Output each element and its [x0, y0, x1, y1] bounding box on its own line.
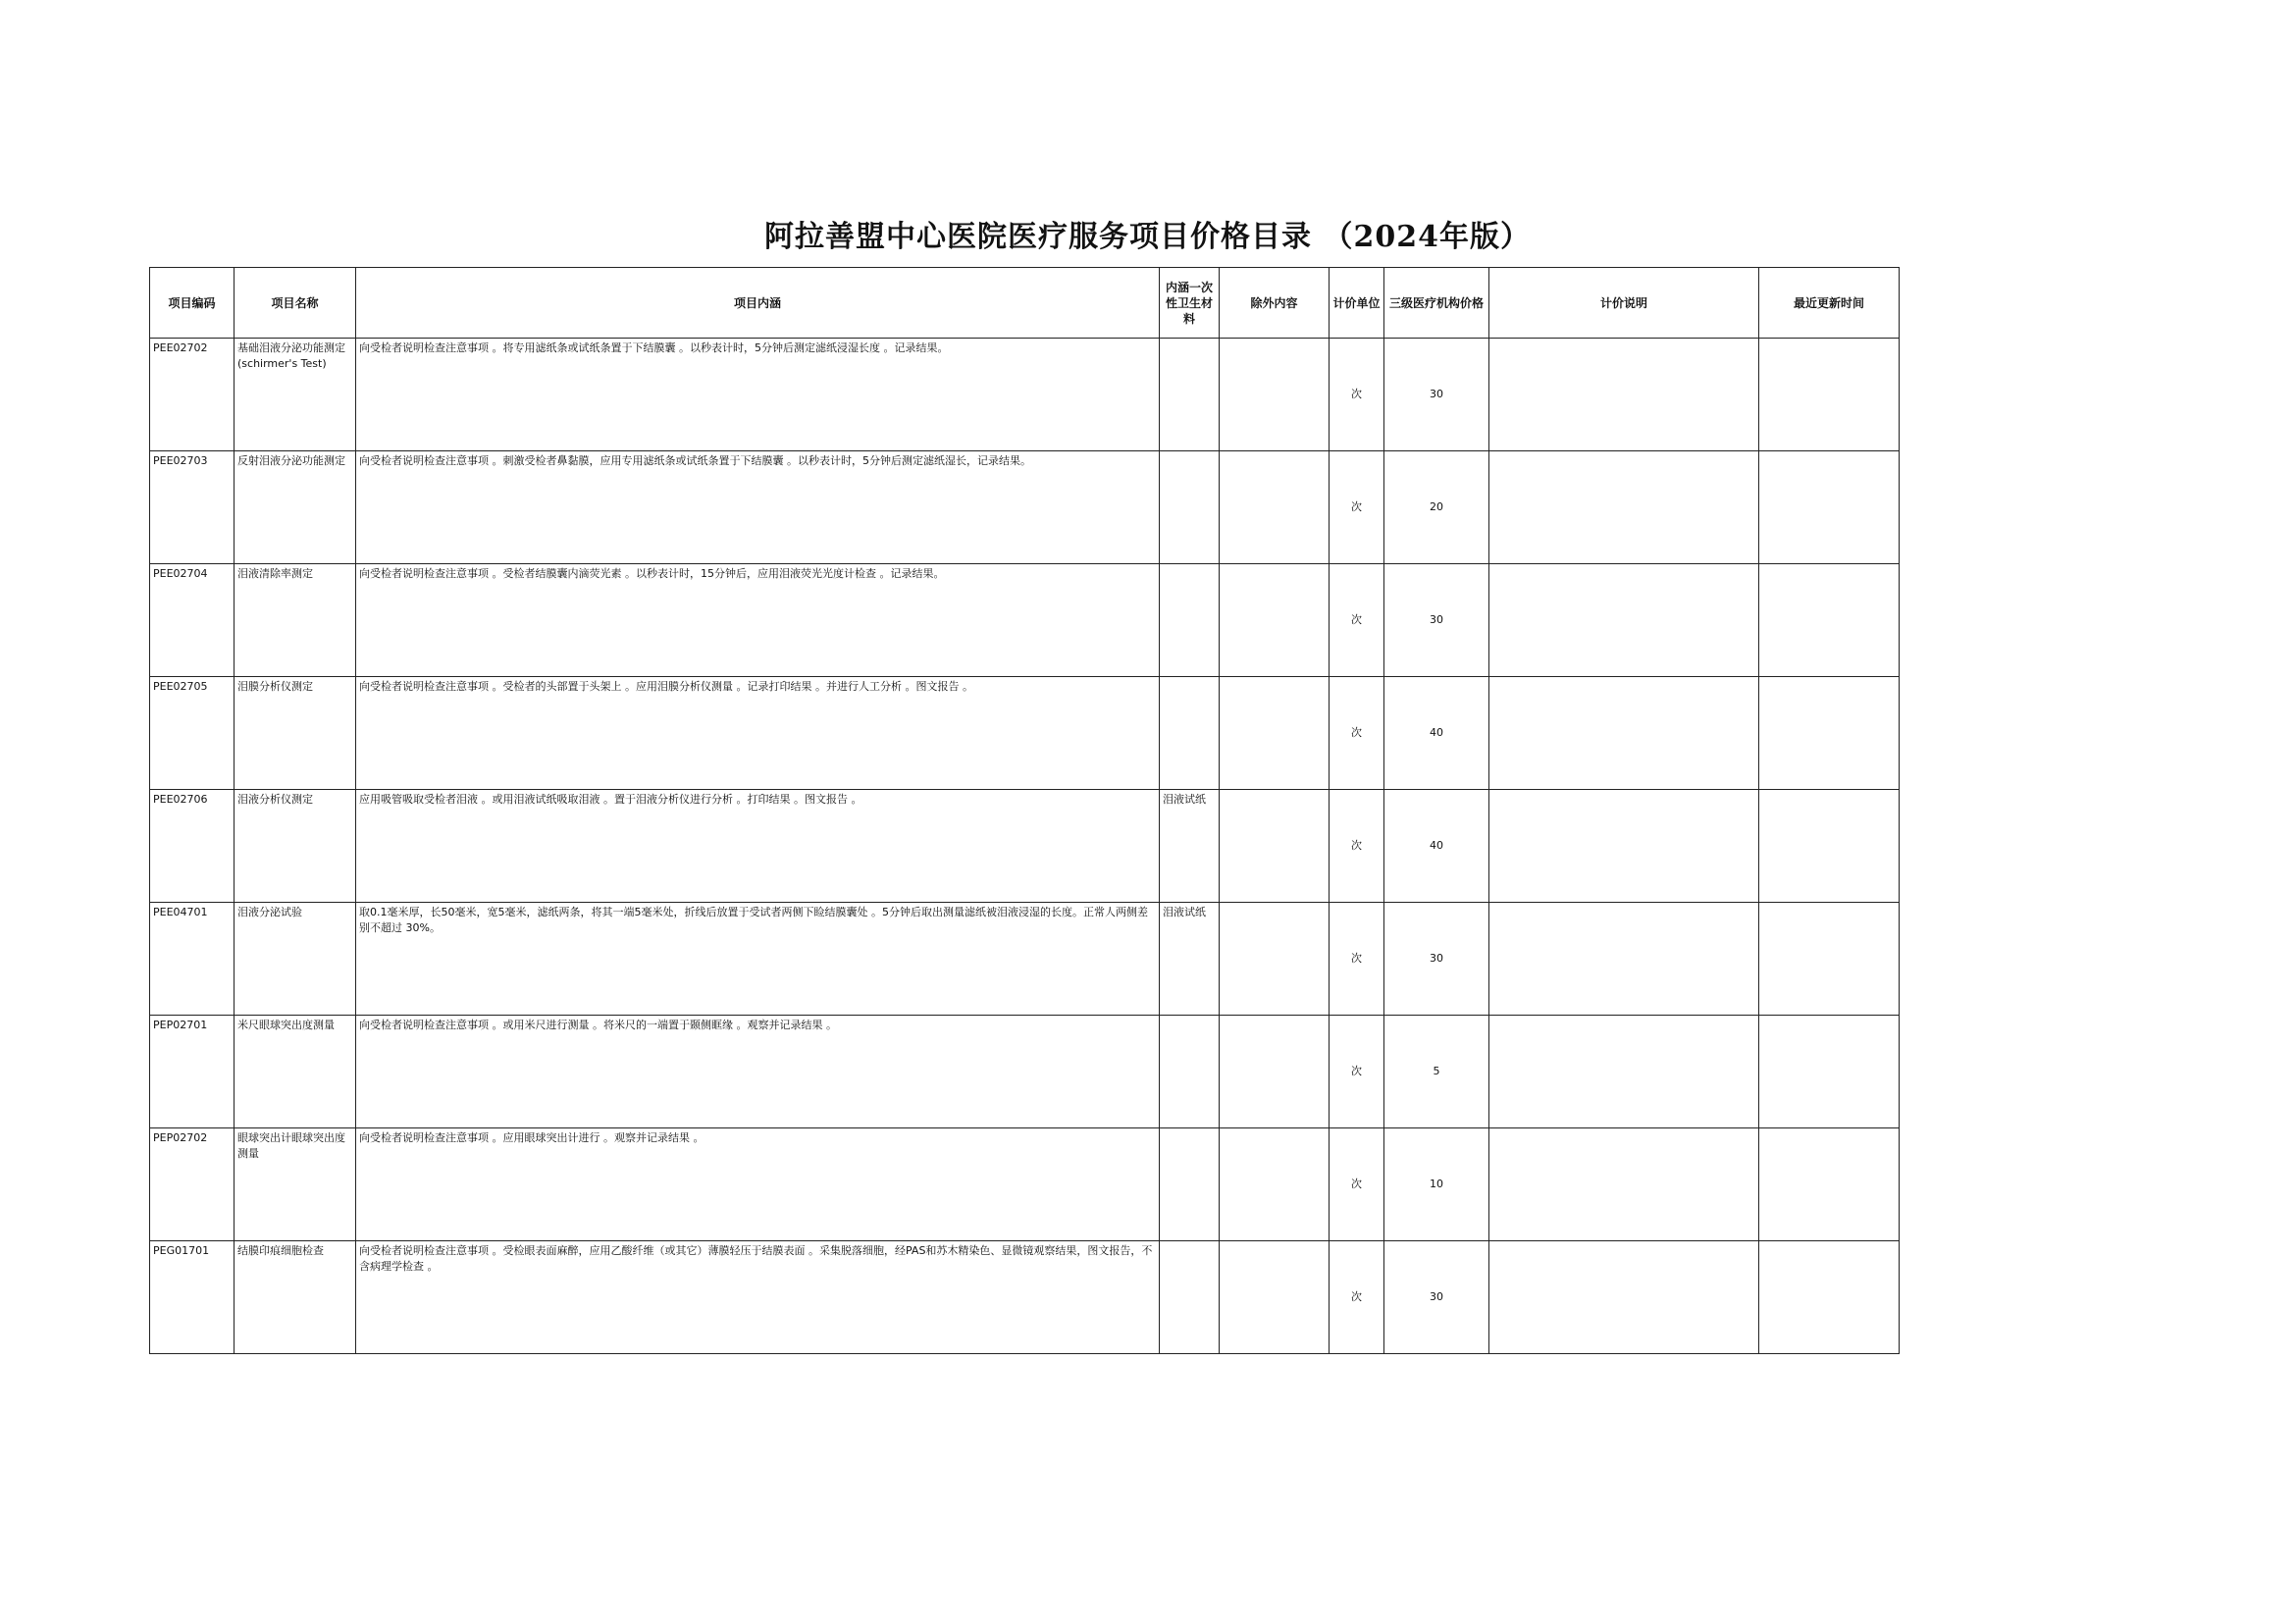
header-note: 计价说明 — [1489, 268, 1759, 339]
cell-material — [1160, 1016, 1220, 1128]
header-price: 三级医疗机构价格 — [1384, 268, 1489, 339]
cell-unit: 次 — [1330, 451, 1384, 564]
cell-unit: 次 — [1330, 1016, 1384, 1128]
cell-note — [1489, 1241, 1759, 1354]
cell-price: 30 — [1384, 339, 1489, 451]
cell-exclusion — [1220, 1128, 1330, 1241]
cell-exclusion — [1220, 790, 1330, 903]
cell-name: 反射泪液分泌功能测定 — [235, 451, 356, 564]
cell-content: 应用吸管吸取受检者泪液 。或用泪液试纸吸取泪液 。置于泪液分析仪进行分析 。打印结果 。图文报告 。 — [356, 790, 1160, 903]
cell-name: 泪液清除率测定 — [235, 564, 356, 677]
cell-exclusion — [1220, 451, 1330, 564]
cell-name: 泪液分析仪测定 — [235, 790, 356, 903]
cell-updated — [1759, 339, 1900, 451]
cell-note — [1489, 339, 1759, 451]
cell-price: 30 — [1384, 903, 1489, 1016]
cell-updated — [1759, 1016, 1900, 1128]
cell-exclusion — [1220, 564, 1330, 677]
cell-unit: 次 — [1330, 903, 1384, 1016]
cell-note — [1489, 903, 1759, 1016]
cell-exclusion — [1220, 903, 1330, 1016]
header-updated: 最近更新时间 — [1759, 268, 1900, 339]
cell-updated — [1759, 564, 1900, 677]
cell-material — [1160, 1128, 1220, 1241]
price-table — [149, 267, 1900, 1354]
cell-note — [1489, 451, 1759, 564]
cell-material — [1160, 677, 1220, 790]
cell-note — [1489, 564, 1759, 677]
cell-code: PEP02702 — [150, 1128, 235, 1241]
table-row — [150, 451, 1900, 564]
cell-name: 米尺眼球突出度测量 — [235, 1016, 356, 1128]
cell-price: 40 — [1384, 790, 1489, 903]
cell-material: 泪液试纸 — [1160, 790, 1220, 903]
cell-updated — [1759, 1128, 1900, 1241]
cell-content: 向受检者说明检查注意事项 。应用眼球突出计进行 。观察并记录结果 。 — [356, 1128, 1160, 1241]
header-unit: 计价单位 — [1330, 268, 1384, 339]
table-row — [150, 1016, 1900, 1128]
cell-price: 30 — [1384, 564, 1489, 677]
header-material: 内涵一次性卫生材料 — [1160, 268, 1220, 339]
cell-unit: 次 — [1330, 564, 1384, 677]
cell-price: 10 — [1384, 1128, 1489, 1241]
header-row — [150, 268, 1900, 339]
cell-updated — [1759, 1241, 1900, 1354]
cell-code: PEE02703 — [150, 451, 235, 564]
cell-code: PEE04701 — [150, 903, 235, 1016]
page-title: 阿拉善盟中心医院医疗服务项目价格目录 （2024年版） — [764, 220, 1531, 254]
table-row — [150, 903, 1900, 1016]
table-row — [150, 1128, 1900, 1241]
table-row — [150, 677, 1900, 790]
cell-content: 向受检者说明检查注意事项 。将专用滤纸条或试纸条置于下结膜囊 。以秒表计时，5分钟后测定滤纸浸湿长度 。记录结果。 — [356, 339, 1160, 451]
cell-content: 向受检者说明检查注意事项 。受检者结膜囊内滴荧光素 。以秒表计时，15分钟后，应用泪液荧光光度计检查 。记录结果。 — [356, 564, 1160, 677]
cell-note — [1489, 677, 1759, 790]
cell-price: 30 — [1384, 1241, 1489, 1354]
cell-unit: 次 — [1330, 339, 1384, 451]
cell-code: PEG01701 — [150, 1241, 235, 1354]
header-name: 项目名称 — [235, 268, 356, 339]
cell-price: 5 — [1384, 1016, 1489, 1128]
cell-content: 向受检者说明检查注意事项 。受检眼表面麻醉，应用乙酸纤维（或其它）薄膜轻压于结膜表面 。采集脱落细胞，经PAS和苏木精染色、显微镜观察结果，图文报告，不含病理学检查 。 — [356, 1241, 1160, 1354]
cell-material — [1160, 1241, 1220, 1354]
header-code: 项目编码 — [150, 268, 235, 339]
cell-code: PEP02701 — [150, 1016, 235, 1128]
cell-name: 眼球突出计眼球突出度测量 — [235, 1128, 356, 1241]
cell-unit: 次 — [1330, 1128, 1384, 1241]
cell-name: 结膜印痕细胞检查 — [235, 1241, 356, 1354]
header-exclusion: 除外内容 — [1220, 268, 1330, 339]
cell-code: PEE02702 — [150, 339, 235, 451]
cell-updated — [1759, 451, 1900, 564]
cell-content: 向受检者说明检查注意事项 。受检者的头部置于头架上 。应用泪膜分析仪测量 。记录打印结果 。并进行人工分析 。图文报告 。 — [356, 677, 1160, 790]
cell-note — [1489, 790, 1759, 903]
cell-price: 40 — [1384, 677, 1489, 790]
table-row — [150, 1241, 1900, 1354]
cell-unit: 次 — [1330, 1241, 1384, 1354]
cell-content: 向受检者说明检查注意事项 。刺激受检者鼻黏膜，应用专用滤纸条或试纸条置于下结膜囊 。以秒表计时，5分钟后测定滤纸湿长，记录结果。 — [356, 451, 1160, 564]
cell-code: PEE02704 — [150, 564, 235, 677]
cell-code: PEE02706 — [150, 790, 235, 903]
cell-material — [1160, 451, 1220, 564]
table-row — [150, 790, 1900, 903]
cell-exclusion — [1220, 1241, 1330, 1354]
cell-exclusion — [1220, 1016, 1330, 1128]
cell-content: 向受检者说明检查注意事项 。或用米尺进行测量 。将米尺的一端置于颞侧眶缘 。观察并记录结果 。 — [356, 1016, 1160, 1128]
cell-updated — [1759, 790, 1900, 903]
table-row — [150, 564, 1900, 677]
cell-unit: 次 — [1330, 677, 1384, 790]
cell-updated — [1759, 677, 1900, 790]
cell-exclusion — [1220, 339, 1330, 451]
header-content: 项目内涵 — [356, 268, 1160, 339]
cell-price: 20 — [1384, 451, 1489, 564]
cell-content: 取0.1毫米厚，长50毫米，宽5毫米，滤纸两条，将其一端5毫米处，折线后放置于受试者两侧下睑结膜囊处 。5分钟后取出测量滤纸被泪液浸湿的长度。正常人两侧差别不超过 30%。 — [356, 903, 1160, 1016]
table-row — [150, 339, 1900, 451]
cell-note — [1489, 1128, 1759, 1241]
cell-material: 泪液试纸 — [1160, 903, 1220, 1016]
cell-material — [1160, 339, 1220, 451]
cell-code: PEE02705 — [150, 677, 235, 790]
cell-material — [1160, 564, 1220, 677]
cell-name: 泪液分泌试验 — [235, 903, 356, 1016]
cell-note — [1489, 1016, 1759, 1128]
cell-updated — [1759, 903, 1900, 1016]
cell-exclusion — [1220, 677, 1330, 790]
cell-name: 基础泪液分泌功能测定(schirmer's Test) — [235, 339, 356, 451]
cell-name: 泪膜分析仪测定 — [235, 677, 356, 790]
cell-unit: 次 — [1330, 790, 1384, 903]
